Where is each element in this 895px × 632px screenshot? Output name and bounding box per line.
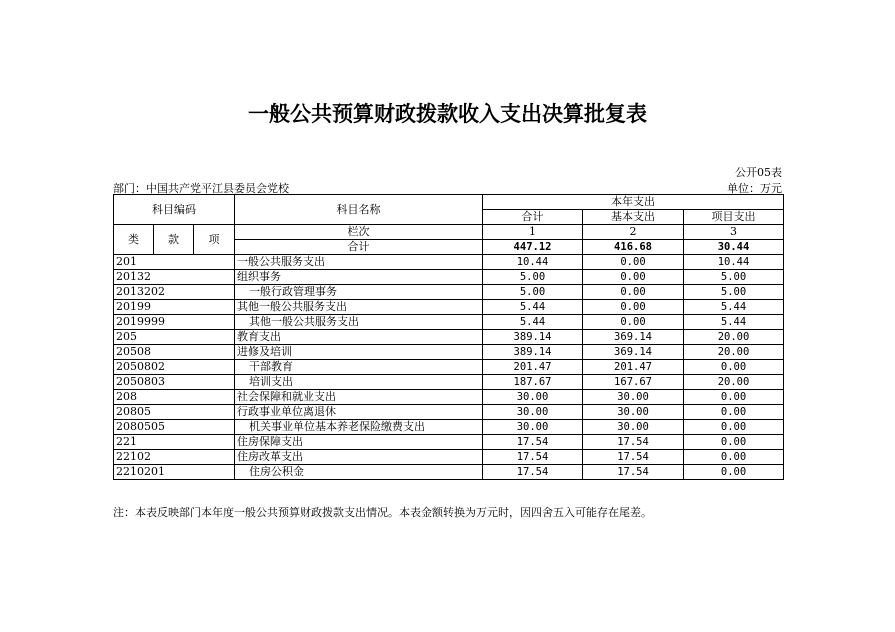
- row-total: 10.44: [483, 255, 583, 270]
- table-row: [114, 330, 784, 345]
- row-total: 389.14: [483, 345, 583, 360]
- row-project: 20.00: [684, 345, 784, 360]
- table-row: [114, 255, 784, 270]
- header-total: 合计: [483, 210, 583, 225]
- header-project: 项目支出: [684, 210, 784, 225]
- footnote: 注：本表反映部门本年度一般公共预算财政拨款支出情况。本表金额转换为万元时，因四舍五入可能存在尾差。: [113, 506, 652, 519]
- row-total: 17.54: [483, 450, 583, 465]
- row-project: 0.00: [684, 390, 784, 405]
- row-project: 0.00: [684, 420, 784, 435]
- row-code: 22102: [114, 450, 235, 465]
- table-row: [114, 300, 784, 315]
- row-name: 干部教育: [235, 360, 483, 375]
- row-name: 社会保障和就业支出: [235, 390, 483, 405]
- header-row-3: [114, 225, 784, 240]
- row-basic: 201.47: [583, 360, 684, 375]
- form-number: 公开05表: [735, 166, 782, 179]
- row-code: 2050802: [114, 360, 235, 375]
- row-project: 5.00: [684, 270, 784, 285]
- row-total: 5.44: [483, 315, 583, 330]
- page-title: 一般公共预算财政拨款收入支出决算批复表: [248, 101, 647, 126]
- row-code: 20132: [114, 270, 235, 285]
- row-code: 20805: [114, 405, 235, 420]
- row-basic: 0.00: [583, 300, 684, 315]
- row-code: 208: [114, 390, 235, 405]
- table-row: [114, 450, 784, 465]
- header-xiang: 项: [194, 225, 235, 255]
- total-basic: 416.68: [583, 240, 684, 255]
- row-name: 行政事业单位离退休: [235, 405, 483, 420]
- row-basic: 0.00: [583, 270, 684, 285]
- unit-label: 单位：万元: [727, 182, 782, 195]
- row-code: 201: [114, 255, 235, 270]
- table-row: [114, 315, 784, 330]
- row-code: 221: [114, 435, 235, 450]
- row-total: 201.47: [483, 360, 583, 375]
- table-row: [114, 270, 784, 285]
- row-total: 30.00: [483, 390, 583, 405]
- row-project: 0.00: [684, 465, 784, 480]
- department-label: 部门：中国共产党平江县委员会党校: [113, 182, 289, 195]
- row-project: 0.00: [684, 405, 784, 420]
- row-total: 17.54: [483, 435, 583, 450]
- row-total: 30.00: [483, 405, 583, 420]
- table-row: [114, 345, 784, 360]
- row-project: 5.00: [684, 285, 784, 300]
- row-total: 17.54: [483, 465, 583, 480]
- row-name: 进修及培训: [235, 345, 483, 360]
- row-total: 187.67: [483, 375, 583, 390]
- row-name: 机关事业单位基本养老保险缴费支出: [235, 420, 483, 435]
- table-row: [114, 405, 784, 420]
- row-total: 5.00: [483, 270, 583, 285]
- row-project: 5.44: [684, 315, 784, 330]
- row-basic: 17.54: [583, 465, 684, 480]
- row-name: 住房改革支出: [235, 450, 483, 465]
- row-total: 5.00: [483, 285, 583, 300]
- row-name: 住房公积金: [235, 465, 483, 480]
- row-code: 205: [114, 330, 235, 345]
- row-project: 0.00: [684, 435, 784, 450]
- total-label: 合计: [235, 240, 483, 255]
- header-col3: 3: [684, 225, 784, 240]
- header-col2: 2: [583, 225, 684, 240]
- row-name: 住房保障支出: [235, 435, 483, 450]
- header-col1: 1: [483, 225, 583, 240]
- row-total: 30.00: [483, 420, 583, 435]
- row-code: 20508: [114, 345, 235, 360]
- row-name: 组织事务: [235, 270, 483, 285]
- row-name: 一般公共服务支出: [235, 255, 483, 270]
- row-basic: 30.00: [583, 390, 684, 405]
- table-row: [114, 420, 784, 435]
- row-name: 其他一般公共服务支出: [235, 315, 483, 330]
- row-project: 0.00: [684, 450, 784, 465]
- row-code: 2210201: [114, 465, 235, 480]
- header-row-1: [114, 195, 784, 210]
- row-total: 5.44: [483, 300, 583, 315]
- budget-table: [113, 194, 784, 480]
- row-total: 389.14: [483, 330, 583, 345]
- row-name: 培训支出: [235, 375, 483, 390]
- row-basic: 167.67: [583, 375, 684, 390]
- row-project: 20.00: [684, 375, 784, 390]
- header-kuan: 款: [154, 225, 194, 255]
- row-code: 2019999: [114, 315, 235, 330]
- total-project: 30.44: [684, 240, 784, 255]
- row-basic: 369.14: [583, 345, 684, 360]
- row-basic: 30.00: [583, 420, 684, 435]
- row-code: 20199: [114, 300, 235, 315]
- row-project: 5.44: [684, 300, 784, 315]
- table-row: [114, 390, 784, 405]
- row-basic: 0.00: [583, 255, 684, 270]
- row-code: 2013202: [114, 285, 235, 300]
- header-basic: 基本支出: [583, 210, 684, 225]
- table-row: [114, 375, 784, 390]
- table-row: [114, 435, 784, 450]
- row-basic: 17.54: [583, 435, 684, 450]
- row-basic: 0.00: [583, 315, 684, 330]
- row-code: 2080505: [114, 420, 235, 435]
- header-column-index: 栏次: [235, 225, 483, 240]
- header-code: 科目编码: [114, 195, 235, 225]
- table-row: [114, 360, 784, 375]
- row-project: 10.44: [684, 255, 784, 270]
- row-name: 其他一般公共服务支出: [235, 300, 483, 315]
- header-name: 科目名称: [235, 195, 483, 225]
- table-row: [114, 285, 784, 300]
- row-basic: 17.54: [583, 450, 684, 465]
- total-sum: 447.12: [483, 240, 583, 255]
- row-basic: 369.14: [583, 330, 684, 345]
- row-name: 一般行政管理事务: [235, 285, 483, 300]
- row-name: 教育支出: [235, 330, 483, 345]
- row-project: 20.00: [684, 330, 784, 345]
- row-code: 2050803: [114, 375, 235, 390]
- row-basic: 30.00: [583, 405, 684, 420]
- row-basic: 0.00: [583, 285, 684, 300]
- header-lei: 类: [114, 225, 154, 255]
- table-row: [114, 465, 784, 480]
- row-project: 0.00: [684, 360, 784, 375]
- header-current-year: 本年支出: [483, 195, 784, 210]
